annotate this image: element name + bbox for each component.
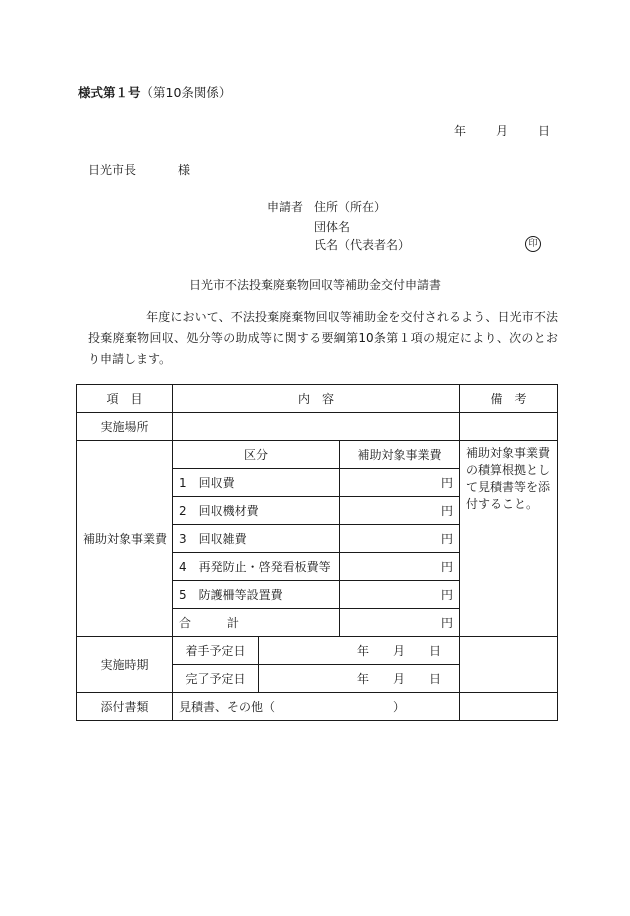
expense-row-label: 5 防護柵等設置費 <box>173 581 340 609</box>
seal-mark: 印 <box>525 236 541 252</box>
end-year-label: 年 <box>357 672 370 686</box>
recipient-honorific: 様 <box>178 163 191 177</box>
expense-category-header: 区分 <box>173 441 340 469</box>
expense-amount-field[interactable]: 円 <box>340 553 460 581</box>
expense-amount-header: 補助対象事業費 <box>340 441 460 469</box>
expense-row-label: 1 回収費 <box>173 469 340 497</box>
date-day-label: 日 <box>538 124 551 138</box>
recipient-name: 日光市長 <box>88 163 137 177</box>
expense-amount-field[interactable]: 円 <box>340 581 460 609</box>
attachments-row <box>77 693 558 721</box>
date-year-label: 年 <box>454 124 467 138</box>
expense-header-row <box>77 441 558 469</box>
end-month-label: 月 <box>393 672 406 686</box>
start-year-label: 年 <box>357 644 370 658</box>
applicant-label: 申請者 <box>267 200 304 214</box>
form-number-bold: 様式第１号 <box>78 85 141 100</box>
application-date <box>454 122 550 139</box>
header-item: 項 目 <box>77 385 173 413</box>
total-amount-field[interactable]: 円 <box>340 609 460 637</box>
location-row <box>77 413 558 441</box>
end-date-label: 完了予定日 <box>173 665 259 693</box>
remarks-note: 補助対象事業費の積算根拠として見積書等を添付すること。 <box>460 441 558 637</box>
expense-row-label: 3 回収雑費 <box>173 525 340 553</box>
period-label: 実施時期 <box>77 637 173 693</box>
recipient <box>88 161 190 178</box>
table-header-row <box>77 385 558 413</box>
location-remarks <box>460 413 558 441</box>
expense-amount-field[interactable]: 円 <box>340 469 460 497</box>
start-day-label: 日 <box>429 644 442 658</box>
expense-amount-field[interactable]: 円 <box>340 525 460 553</box>
document-title: 日光市不法投棄廃棄物回収等補助金交付申請書 <box>188 278 441 292</box>
expense-label: 補助対象事業費 <box>77 441 173 637</box>
start-month-label: 月 <box>393 644 406 658</box>
attachments-field[interactable] <box>173 693 460 721</box>
location-label: 実施場所 <box>77 413 173 441</box>
expense-amount-field[interactable]: 円 <box>340 497 460 525</box>
body-paragraph <box>88 307 558 370</box>
applicant-address-label: 住所（所在） <box>314 200 387 214</box>
start-date-label: 着手予定日 <box>173 637 259 665</box>
start-date-field[interactable] <box>259 637 460 665</box>
period-start-row <box>77 637 558 665</box>
applicant-name-label: 氏名（代表者名） <box>314 238 411 252</box>
form-number <box>78 83 231 101</box>
total-label: 合 計 <box>173 609 340 637</box>
end-day-label: 日 <box>429 672 442 686</box>
attachments-value: 見積書、その他（ <box>179 700 276 714</box>
applicant-organization-label: 団体名 <box>314 220 351 234</box>
date-month-label: 月 <box>496 124 509 138</box>
location-field[interactable] <box>173 413 460 441</box>
body-text: 年度において、不法投棄廃棄物回収等補助金を交付されるよう、日光市不法投棄廃棄物回収、処分等の助成等に関する要綱第10条第１項の規定により、次のとおり申請します。 <box>88 310 558 366</box>
period-remarks <box>460 637 558 693</box>
header-content: 内 容 <box>173 385 460 413</box>
header-remarks: 備 考 <box>460 385 558 413</box>
expense-row-label: 4 再発防止・啓発看板費等 <box>173 553 340 581</box>
expense-row-label: 2 回収機材費 <box>173 497 340 525</box>
attachments-label: 添付書類 <box>77 693 173 721</box>
attachments-close: ） <box>393 700 406 714</box>
form-number-article: （第10条関係） <box>140 85 232 100</box>
attachments-remarks <box>460 693 558 721</box>
end-date-field[interactable] <box>259 665 460 693</box>
application-table <box>76 384 558 721</box>
